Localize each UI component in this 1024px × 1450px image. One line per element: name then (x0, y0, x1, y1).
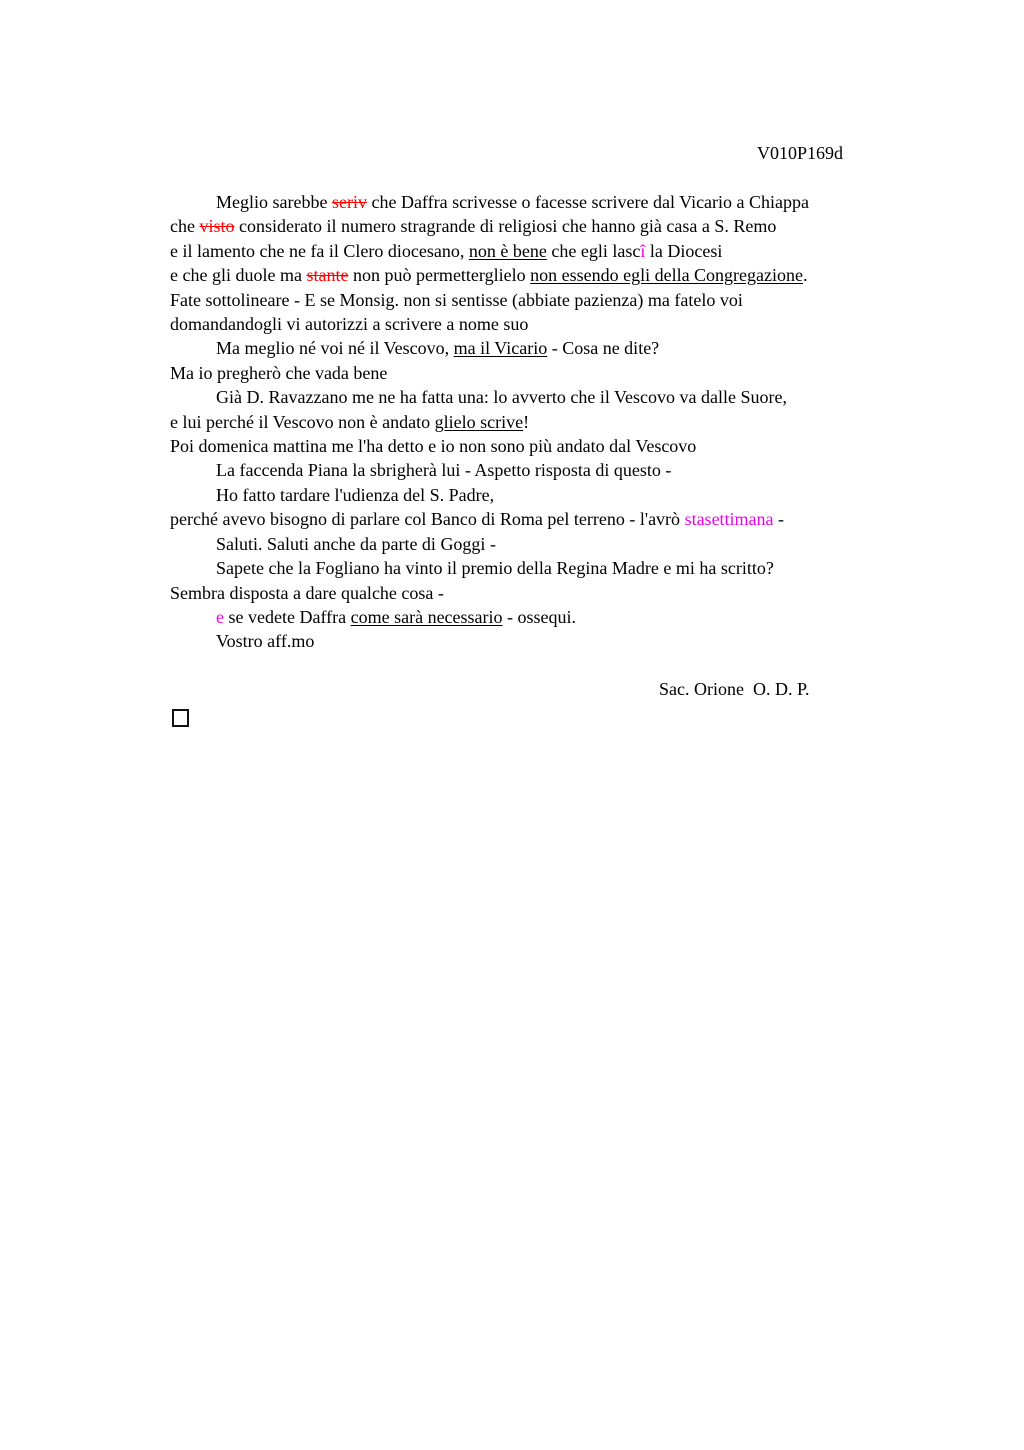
text-run: e lui perché il Vescovo non è andato (170, 411, 435, 432)
magenta-run: e (216, 606, 224, 627)
text-run: che Daffra scrivesse o facesse scrivere dal Vicario a Chiappa (366, 192, 810, 212)
underline-run: non è bene (468, 240, 547, 261)
letter-line (170, 361, 918, 385)
text-run: Già D. Ravazzano me ne ha fatta una: lo avverto che il Vescovo va dalle Suore, (216, 387, 787, 408)
letter-line (170, 581, 918, 605)
letter-line (170, 263, 918, 287)
text-run: Poi domenica mattina me l'ha detto e io non sono più andato dal Vescovo (170, 436, 697, 457)
text-run: - Cosa ne dite? (547, 338, 660, 359)
text-run: ! (523, 411, 530, 432)
text-run: Fate sottolineare - E se Monsig. non si sentisse (abbiate pazienza) ma fatelo voi (170, 289, 743, 310)
text-run: domandandogli vi autorizzi a scrivere a nome suo (170, 314, 529, 335)
text-run: e che gli duole ma (170, 265, 307, 286)
document-id: V010P169d (757, 143, 844, 163)
text-run: Sembra disposta a dare qualche cosa - (170, 582, 444, 603)
text-run: Ma io pregherò che vada bene (170, 362, 388, 383)
empty-square-icon (172, 709, 189, 727)
letter-line (170, 605, 918, 629)
text-run: se vedete Daffra (224, 606, 351, 627)
text-run: Saluti. Saluti anche da parte di Goggi - (216, 533, 496, 554)
underline-run: non essendo egli della Congregazione (530, 265, 804, 286)
signature: Sac. Orione O. D. P. (659, 679, 810, 699)
text-run: che (170, 216, 200, 237)
letter-line (170, 458, 918, 482)
text-run: Meglio sarebbe (216, 192, 332, 212)
text-run: la Diocesi (645, 240, 723, 261)
underline-run: glielo scrive (434, 411, 524, 432)
letter-line (170, 336, 918, 360)
text-run: considerato il numero stragrande di religiosi che hanno già casa a S. Remo (234, 216, 777, 237)
text-run: Ho fatto tardare l'udienza del S. Padre, (216, 484, 495, 505)
text-run: - ossequi. (502, 606, 577, 627)
magenta-run: î (640, 240, 646, 261)
letter-body (170, 190, 918, 654)
letter-line (170, 288, 918, 312)
letter-line (170, 629, 918, 653)
letter-line (170, 434, 918, 458)
text-run: Sapete che la Fogliano ha vinto il premio della Regina Madre e mi ha scritto? (216, 558, 774, 579)
magenta-run: stasettimana (684, 509, 774, 530)
underline-run: come sarà necessario (350, 606, 503, 627)
letter-line (170, 483, 918, 507)
underline-run: ma il Vicario (453, 338, 548, 359)
text-run: e il lamento che ne fa il Clero diocesano, (170, 240, 469, 261)
strike-run: visto (199, 216, 235, 237)
letter-line (170, 507, 918, 531)
text-run: - (773, 509, 785, 530)
letter-line (170, 410, 918, 434)
text-run: non può permetterglielo (348, 265, 531, 286)
letter-line (170, 190, 918, 214)
letter-line (170, 556, 918, 580)
text-run: Vostro aff.mo (216, 631, 315, 652)
letter-line (170, 312, 918, 336)
letter-line (170, 239, 918, 263)
letter-line (170, 214, 918, 238)
strike-run: seriv (331, 192, 367, 212)
text-run: . (803, 265, 808, 286)
text-run: Ma meglio né voi né il Vescovo, (216, 338, 454, 359)
letter-line (170, 532, 918, 556)
strike-run: stante (306, 265, 349, 286)
text-run: che egli lasc (546, 240, 641, 261)
text-run: perché avevo bisogno di parlare col Banco di Roma pel terreno - l'avrò (170, 509, 685, 530)
text-run: La faccenda Piana la sbrigherà lui - Aspetto risposta di questo - (216, 460, 672, 481)
letter-line (170, 385, 918, 409)
